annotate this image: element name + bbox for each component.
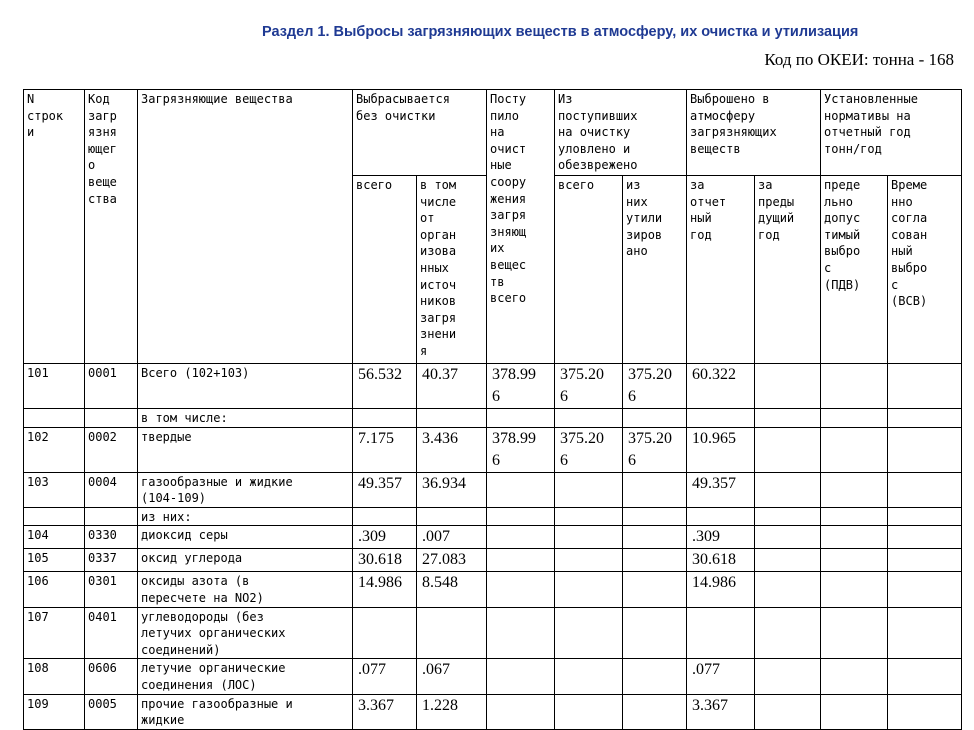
row-value-cell: 375.20 6	[555, 364, 623, 409]
row-value-cell	[417, 409, 487, 428]
row-value-cell	[755, 659, 821, 694]
table-body	[24, 364, 962, 730]
row-value-cell	[623, 659, 687, 694]
header-captured-total: всего	[555, 176, 623, 364]
row-code-cell: 0337	[85, 549, 138, 572]
row-value-cell: .067	[417, 659, 487, 694]
row-value-cell	[755, 472, 821, 507]
row-value-cell	[555, 549, 623, 572]
row-value-cell	[487, 572, 555, 607]
row-value-cell: 1.228	[417, 694, 487, 729]
row-value-cell	[821, 526, 888, 549]
row-name-cell: твердые	[138, 427, 353, 472]
row-name-cell: прочие газообразные и жидкие	[138, 694, 353, 729]
header-emitted-raw: Выбрасывается без очистки	[353, 90, 487, 176]
table-row	[24, 364, 962, 409]
header-emitted-atm-prev: за преды дущий год	[755, 176, 821, 364]
table-row	[24, 607, 962, 659]
row-number-cell: 105	[24, 549, 85, 572]
row-code-cell: 0005	[85, 694, 138, 729]
row-number-cell: 102	[24, 427, 85, 472]
row-name-cell: из них:	[138, 507, 353, 526]
row-value-cell	[555, 526, 623, 549]
table-row	[24, 694, 962, 729]
row-value-cell: 378.99 6	[487, 364, 555, 409]
row-code-cell: 0301	[85, 572, 138, 607]
row-value-cell: 49.357	[353, 472, 417, 507]
row-code-cell: 0002	[85, 427, 138, 472]
row-value-cell: 8.548	[417, 572, 487, 607]
row-value-cell	[417, 607, 487, 659]
row-value-cell	[623, 507, 687, 526]
row-number-cell: 106	[24, 572, 85, 607]
row-value-cell: 378.99 6	[487, 427, 555, 472]
row-value-cell	[821, 659, 888, 694]
row-value-cell	[821, 607, 888, 659]
row-value-cell	[755, 607, 821, 659]
row-value-cell	[755, 409, 821, 428]
row-value-cell	[888, 507, 962, 526]
row-value-cell	[487, 607, 555, 659]
row-value-cell	[821, 549, 888, 572]
header-emitted-raw-total: всего	[353, 176, 417, 364]
header-row-1	[24, 90, 962, 176]
row-value-cell	[821, 472, 888, 507]
row-value-cell	[821, 409, 888, 428]
row-value-cell	[755, 572, 821, 607]
header-emitted-atm-year: за отчет ный год	[687, 176, 755, 364]
row-number-cell	[24, 507, 85, 526]
row-number-cell: 104	[24, 526, 85, 549]
row-value-cell	[755, 694, 821, 729]
row-value-cell	[487, 526, 555, 549]
header-code: Код загр язня ющег о веще ства	[85, 90, 138, 364]
row-name-cell: оксиды азота (в пересчете на NO2)	[138, 572, 353, 607]
row-value-cell: .309	[687, 526, 755, 549]
row-value-cell	[555, 607, 623, 659]
row-code-cell: 0001	[85, 364, 138, 409]
row-value-cell	[487, 507, 555, 526]
row-value-cell	[687, 607, 755, 659]
row-value-cell	[821, 364, 888, 409]
row-value-cell: 27.083	[417, 549, 487, 572]
row-value-cell: 36.934	[417, 472, 487, 507]
row-value-cell	[623, 572, 687, 607]
row-value-cell: 40.37	[417, 364, 487, 409]
row-value-cell	[821, 572, 888, 607]
row-value-cell	[888, 549, 962, 572]
row-value-cell: 30.618	[353, 549, 417, 572]
row-value-cell: 3.367	[687, 694, 755, 729]
row-value-cell	[555, 472, 623, 507]
row-value-cell	[623, 472, 687, 507]
table-row	[24, 507, 962, 526]
row-number-cell: 101	[24, 364, 85, 409]
table-row	[24, 659, 962, 694]
row-value-cell	[888, 364, 962, 409]
header-norms-vsv: Време нно согла сован ный выбро с (ВСВ)	[888, 176, 962, 364]
row-value-cell	[888, 526, 962, 549]
row-value-cell	[487, 549, 555, 572]
section-title: Раздел 1. Выбросы загрязняющих веществ в атмосферу, их очистка и утилизация	[262, 24, 859, 40]
header-norms-pdv: преде льно допус тимый выбро с (ПДВ)	[821, 176, 888, 364]
row-value-cell	[353, 507, 417, 526]
row-number-cell: 108	[24, 659, 85, 694]
row-value-cell	[353, 409, 417, 428]
row-code-cell: 0401	[85, 607, 138, 659]
row-value-cell: .309	[353, 526, 417, 549]
row-value-cell: 30.618	[687, 549, 755, 572]
row-value-cell	[353, 607, 417, 659]
row-value-cell: 3.367	[353, 694, 417, 729]
row-value-cell: .077	[687, 659, 755, 694]
row-value-cell	[755, 549, 821, 572]
row-value-cell	[821, 427, 888, 472]
row-value-cell	[555, 694, 623, 729]
row-value-cell	[755, 507, 821, 526]
row-value-cell	[623, 694, 687, 729]
okei-code: Код по ОКЕИ: тонна - 168	[764, 50, 954, 69]
row-value-cell: 14.986	[353, 572, 417, 607]
table-row	[24, 549, 962, 572]
row-number-cell: 107	[24, 607, 85, 659]
table-row	[24, 427, 962, 472]
header-captured-utilized: из них утили зиров ано	[623, 176, 687, 364]
row-name-cell: газообразные и жидкие (104-109)	[138, 472, 353, 507]
row-value-cell	[888, 572, 962, 607]
table-row	[24, 472, 962, 507]
row-name-cell: диоксид серы	[138, 526, 353, 549]
header-norms: Установленные нормативы на отчетный год тонн/год	[821, 90, 962, 176]
row-value-cell	[888, 472, 962, 507]
row-code-cell: 0330	[85, 526, 138, 549]
row-number-cell: 109	[24, 694, 85, 729]
row-value-cell	[555, 572, 623, 607]
row-value-cell	[555, 507, 623, 526]
row-name-cell: Всего (102+103)	[138, 364, 353, 409]
header-emitted-atm: Выброшено в атмосферу загрязняющих веществ	[687, 90, 821, 176]
row-code-cell: 0606	[85, 659, 138, 694]
row-value-cell	[487, 472, 555, 507]
row-name-cell: летучие органические соединения (ЛОС)	[138, 659, 353, 694]
header-to-treatment: Посту пило на очист ные соору жения загря зняющ их вещес тв всего	[487, 90, 555, 364]
header-row-no: N строк и	[24, 90, 85, 364]
table-row	[24, 409, 962, 428]
row-value-cell	[623, 607, 687, 659]
row-value-cell	[821, 507, 888, 526]
row-value-cell: 375.20 6	[623, 427, 687, 472]
table-row	[24, 526, 962, 549]
row-value-cell: 375.20 6	[623, 364, 687, 409]
row-value-cell	[555, 659, 623, 694]
header-pollutants: Загрязняющие вещества	[138, 90, 353, 364]
row-number-cell: 103	[24, 472, 85, 507]
row-number-cell	[24, 409, 85, 428]
row-value-cell	[687, 409, 755, 428]
row-value-cell: 7.175	[353, 427, 417, 472]
row-code-cell	[85, 507, 138, 526]
row-value-cell: 3.436	[417, 427, 487, 472]
header-emitted-raw-org: в том числе от орган изова нных источ ников загря знени я	[417, 176, 487, 364]
row-value-cell	[888, 607, 962, 659]
row-value-cell: 49.357	[687, 472, 755, 507]
row-value-cell	[687, 507, 755, 526]
row-value-cell	[755, 364, 821, 409]
row-name-cell: углеводороды (без летучих органических соединений)	[138, 607, 353, 659]
row-value-cell	[623, 409, 687, 428]
row-value-cell	[755, 427, 821, 472]
row-value-cell	[487, 659, 555, 694]
row-value-cell: .007	[417, 526, 487, 549]
row-value-cell	[888, 427, 962, 472]
row-value-cell: 56.532	[353, 364, 417, 409]
row-value-cell: 10.965	[687, 427, 755, 472]
row-value-cell	[821, 694, 888, 729]
row-value-cell	[417, 507, 487, 526]
row-value-cell: 60.322	[687, 364, 755, 409]
emissions-table	[23, 89, 962, 730]
table-row	[24, 572, 962, 607]
row-value-cell	[755, 526, 821, 549]
row-value-cell: 375.20 6	[555, 427, 623, 472]
row-value-cell	[888, 409, 962, 428]
row-value-cell: 14.986	[687, 572, 755, 607]
row-value-cell	[487, 409, 555, 428]
row-value-cell	[888, 694, 962, 729]
row-code-cell	[85, 409, 138, 428]
row-value-cell: .077	[353, 659, 417, 694]
row-value-cell	[623, 549, 687, 572]
row-value-cell	[888, 659, 962, 694]
header-captured: Из поступивших на очистку уловлено и обезврежено	[555, 90, 687, 176]
row-value-cell	[487, 694, 555, 729]
row-value-cell	[555, 409, 623, 428]
row-name-cell: в том числе:	[138, 409, 353, 428]
row-code-cell: 0004	[85, 472, 138, 507]
row-value-cell	[623, 526, 687, 549]
row-name-cell: оксид углерода	[138, 549, 353, 572]
